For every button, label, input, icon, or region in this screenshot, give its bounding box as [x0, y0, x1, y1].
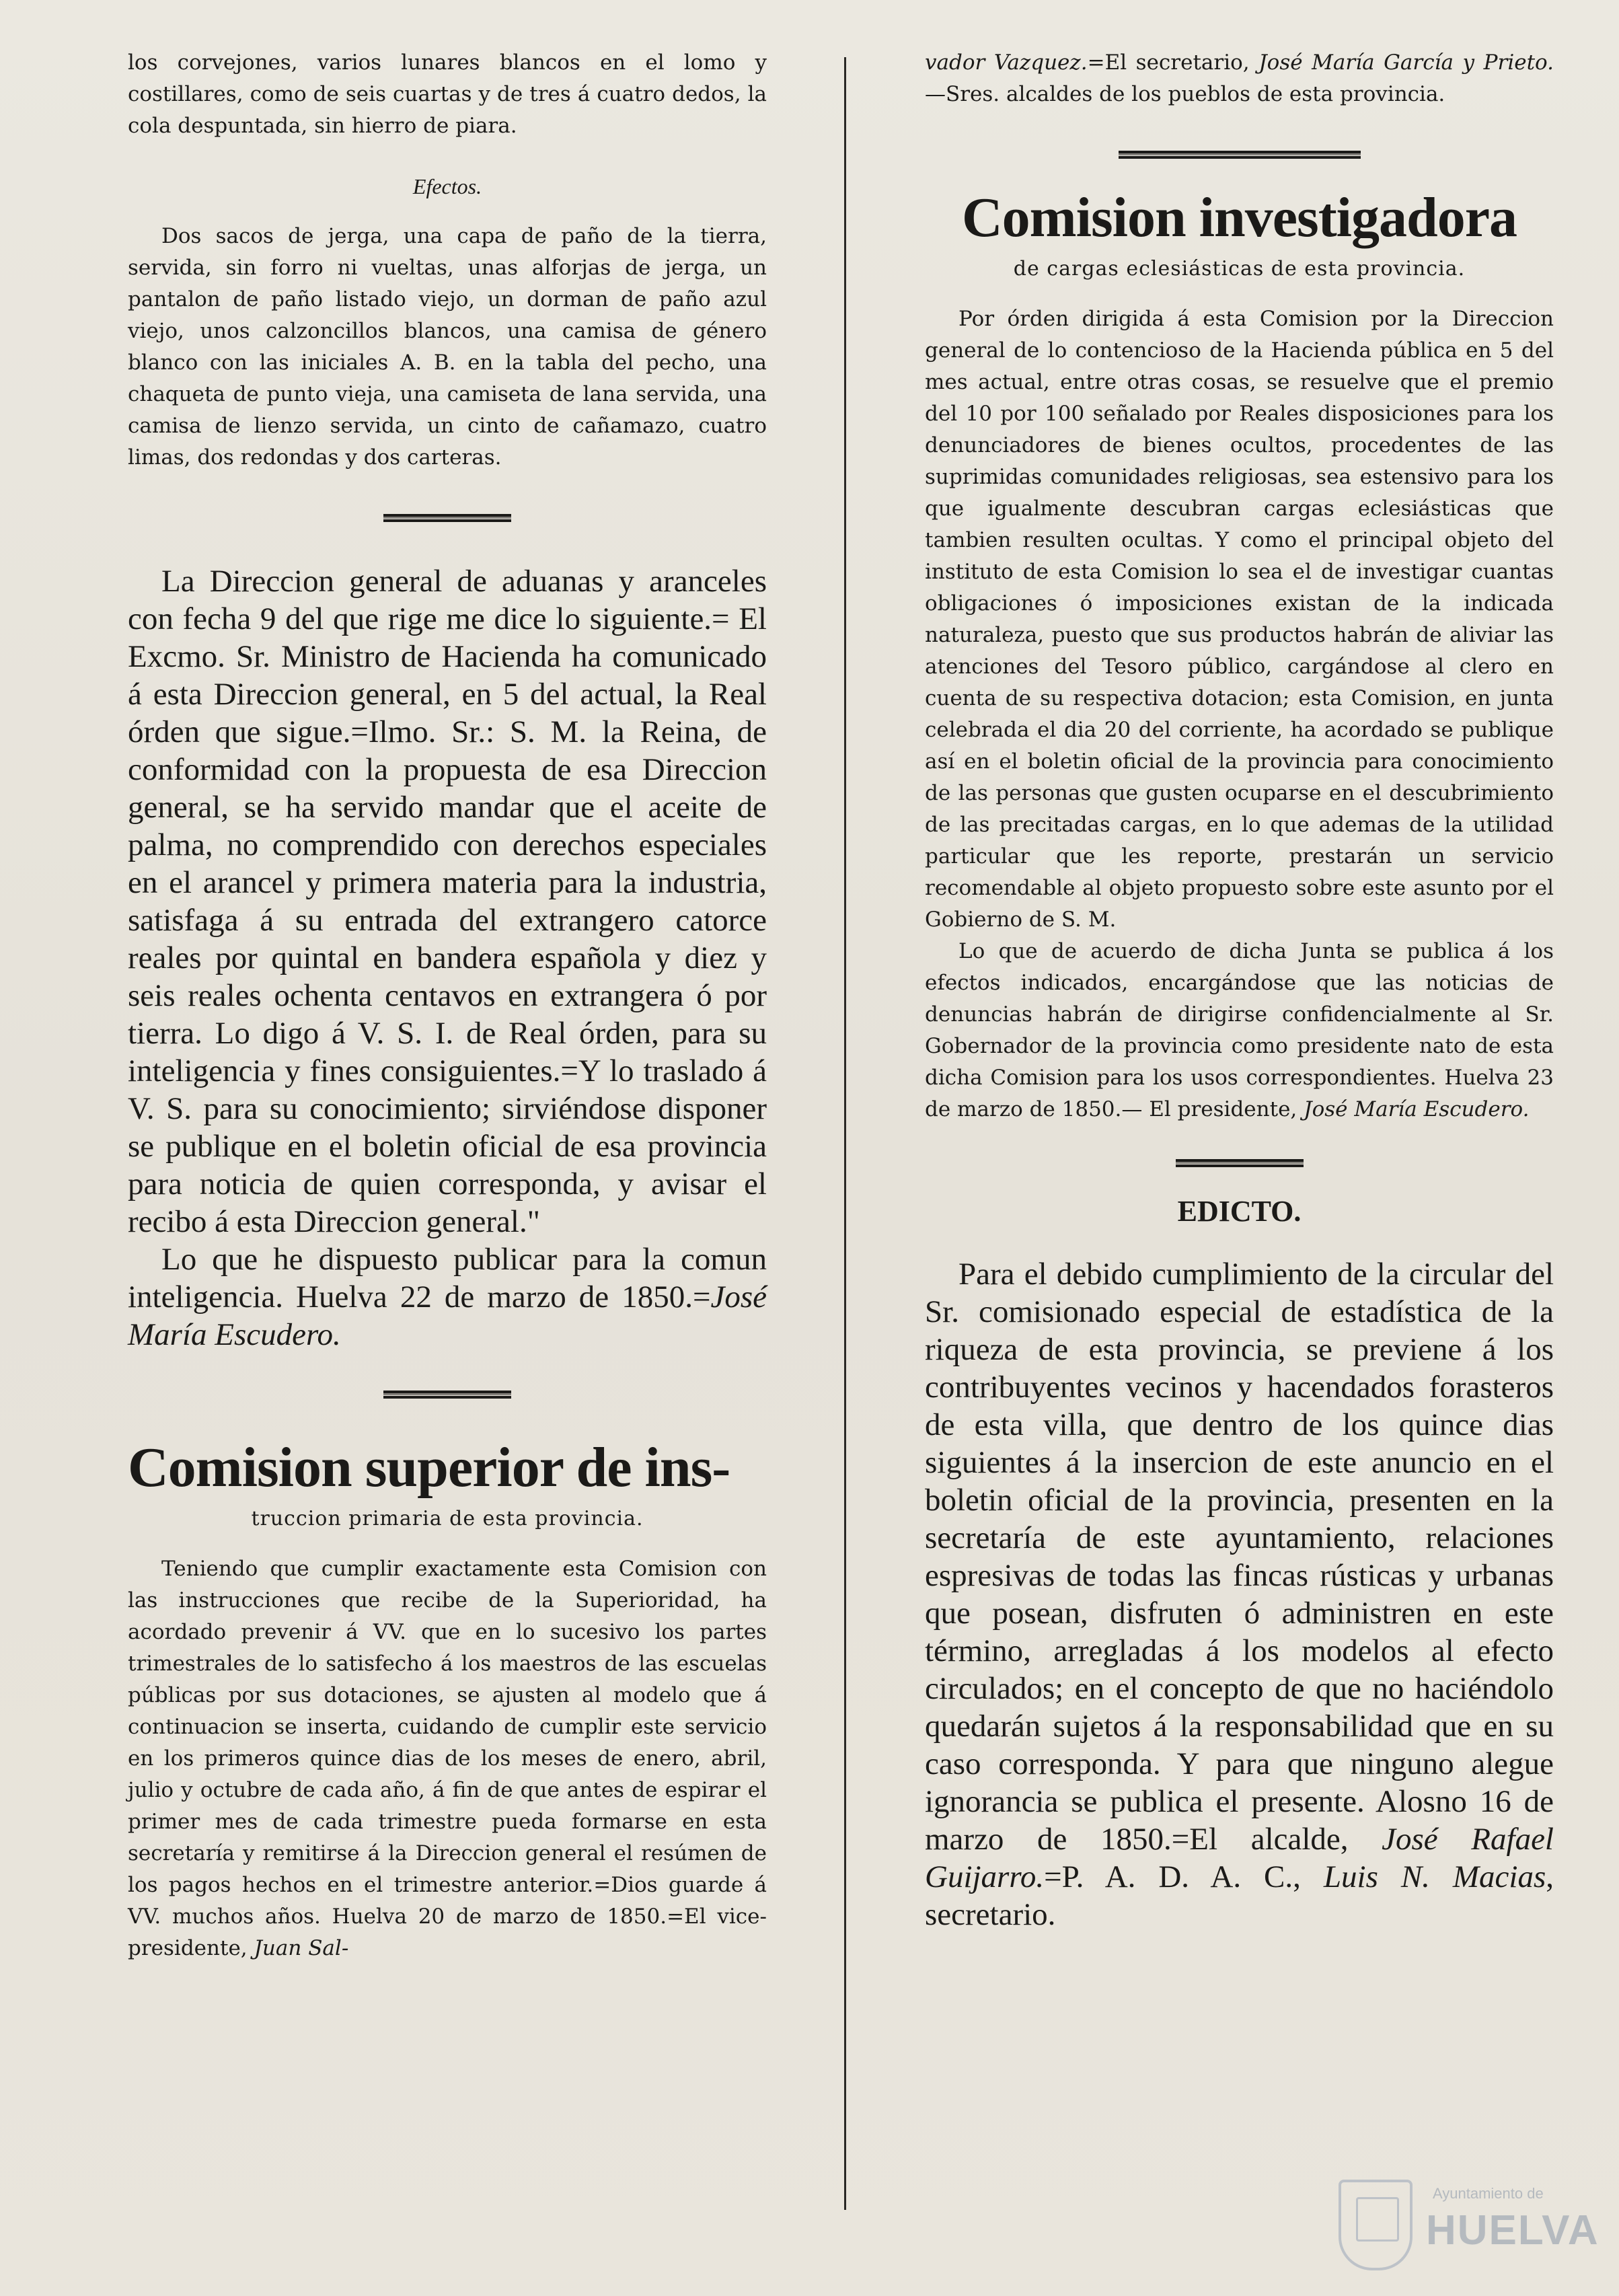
instruccion-signature: Juan Sal-	[254, 1936, 349, 1960]
continuation-tail: —Sres. alcaldes de los pueblos de esta provincia.	[925, 82, 1445, 106]
investigadora-title: Comision investigadora	[961, 186, 1517, 249]
edicto-paragraph	[925, 1255, 1554, 1933]
watermark-small-text: Ayuntamiento de	[1433, 2185, 1544, 2202]
investigadora-closing	[925, 936, 1554, 1125]
edicto-mid: =P. A. D. A. C.,	[1044, 1859, 1324, 1894]
investigadora-closing-text: Lo que de acuerdo de dicha Junta se publica á los efectos indicados, encargándose que las noticias de denuncias habrán de dirigirse confidencialmente al Sr. Gobernador de la provincia como presidente nato de esta dicha Comision para los usos correspondientes. Huelva 23 de marzo de 1850.— El presidente,	[925, 939, 1554, 1121]
section-divider	[1119, 151, 1361, 159]
left-column	[128, 47, 767, 1964]
section-divider	[1176, 1159, 1304, 1167]
column-divider	[844, 57, 846, 2210]
effects-paragraph: Dos sacos de jerga, una capa de paño de la tierra, servida, sin forro ni vueltas, unas alforjas de jerga, un pantalon de paño listado viejo, un dorman de paño azul viejo, unos calzoncillos blancos, una camisa de género blanco con las iniciales A. B. en la tabla del pecho, una chaqueta de punto vieja, una camiseta de lana servida, una camisa de lienzo servida, un cinto de cañamazo, cuatro limas, dos redondas y dos carteras.	[128, 224, 767, 470]
right-column	[925, 47, 1554, 1933]
section-divider	[383, 1391, 511, 1399]
edicto-title: EDICTO.	[1177, 1195, 1302, 1228]
instruccion-paragraph	[128, 1553, 767, 1964]
edicto-tail: , secretario.	[925, 1859, 1554, 1932]
continuation-paragraph	[925, 47, 1554, 110]
investigadora-signature: José María Escudero.	[1304, 1097, 1530, 1121]
aduanas-closing	[128, 1240, 767, 1354]
edicto-text: Para el debido cumplimiento de la circular del Sr. comisionado especial de estadística de la riqueza de esta provincia, se previene á los contribuyentes vecinos y hacendados forasteros de esta villa, que dentro de los quince dias siguientes á la insercion de este anuncio en el boletin oficial de la provincia, presenten en la secretaría de este ayuntamiento, relaciones espresivas de todas las fincas rústicas y urbanas que posean, disfruten ó administren en este término, arregladas á los modelos al efecto circulados; en el concepto de que no haciéndolo quedarán sujetos á la responsabilidad que en su caso corresponda. Y para que ninguno alegue ignorancia se publica el presente. Alosno 16 de marzo de 1850.=El alcalde,	[925, 1257, 1554, 1857]
edicto-alcalde: José Rafael Guijarro.	[925, 1822, 1554, 1894]
section-divider	[383, 514, 511, 522]
investigadora-paragraph: Por órden dirigida á esta Comision por la Direccion general de lo contencioso de la Hacienda pública en 5 del mes actual, entre otras cosas, se resuelve que el premio del 10 por 100 señalado por Reales disposiciones para los denunciadores de bienes ocultos, procedentes de las suprimidas comunidades religiosas, sea estensivo para los que igualmente descubran cargas eclesiásticas que tambien resulten ocultas. Y como el principal objeto del instituto de esta Comision lo sea el de investigar cuantas obligaciones ó imposiciones existan de la indicada naturaleza, puesto que sus productos habrán de aliviar las atenciones del Tesoro público, cargándose al clero en cuenta de su respectiva dotacion; esta Comision, en junta celebrada el dia 20 del corriente, ha acordado se publique así en el boletin oficial de la provincia para conocimiento de las personas que gusten ocuparse en el descubrimiento de las precitadas cargas, en lo que ademas de la utilidad particular que les reporte, prestarán un servicio recomendable al objeto propuesto sobre este asunto por el Gobierno de S. M.	[925, 307, 1554, 932]
aduanas-signature: José María Escudero.	[128, 1280, 767, 1352]
aduanas-closing-text: Lo que he dispuesto publicar para la comun inteligencia. Huelva 22 de marzo de 1850.=	[128, 1242, 767, 1314]
watermark-big-text: HUELVA	[1426, 2207, 1599, 2254]
continuation-secretary: José María García y Prieto.	[1258, 50, 1554, 75]
instruccion-title: Comision superior de ins-	[128, 1436, 730, 1499]
coat-of-arms-icon	[1339, 2180, 1413, 2270]
instruccion-subtitle: truccion primaria de esta provincia.	[251, 1507, 644, 1530]
continuation-signature: vador Vazquez.	[925, 50, 1088, 75]
edicto-secretary: Luis N. Macias	[1323, 1859, 1546, 1894]
huelva-watermark	[1339, 2173, 1599, 2274]
instruccion-text: Teniendo que cumplir exactamente esta Comision con las instrucciones que recibe de la Superioridad, ha acordado prevenir á VV. que en lo sucesivo los partes trimestrales de lo satisfecho á los maestros de las escuelas públicas por sus dotaciones, se ajusten al modelo que á continuacion se inserta, cuidando de cumplir este servicio en los primeros quince dias de los meses de enero, abril, julio y octubre de cada año, á fin de que antes de espirar el primer mes de cada trimestre pueda formarse en esta secretaría y remitirse á la Direccion general el resúmen de los pagos hechos en el trimestre anterior.=Dios guarde á VV. muchos años. Huelva 20 de marzo de 1850.=El vice-presidente,	[128, 1557, 767, 1960]
continuation-text: =El secretario,	[1087, 50, 1259, 75]
investigadora-subtitle: de cargas eclesiásticas de esta provincia.	[1013, 257, 1466, 281]
aduanas-paragraph: La Direccion general de aduanas y aranceles con fecha 9 del que rige me dice lo siguiente.= El Excmo. Sr. Ministro de Hacienda ha comunicado á esta Direccion general, en 5 del actual, la Real órden que sigue.=Ilmo. Sr.: S. M. la Reina, de conformidad con la propuesta de esa Direccion general, se ha servido mandar que el aceite de palma, no comprendido con derechos especiales en el arancel y primera materia para la industria, satisfaga á su entrada del extrangero catorce reales por quintal en bandera española y diez y seis reales ochenta centavos en extrangera ó por tierra. Lo digo á V. S. I. de Real órden, para su inteligencia y fines consiguientes.=Y lo traslado á V. S. para su conocimiento; sirviéndose disponer se publique en el boletin oficial de esa provincia para noticia de quien corresponda, y avisar el recibo á esta Direccion general."	[128, 564, 767, 1239]
intro-paragraph: los corvejones, varios lunares blancos en el lomo y costillares, como de seis cuartas y de tres á cuatro dedos, la cola despuntada, sin hierro de piara.	[128, 50, 767, 138]
effects-heading: Efectos.	[412, 174, 482, 198]
